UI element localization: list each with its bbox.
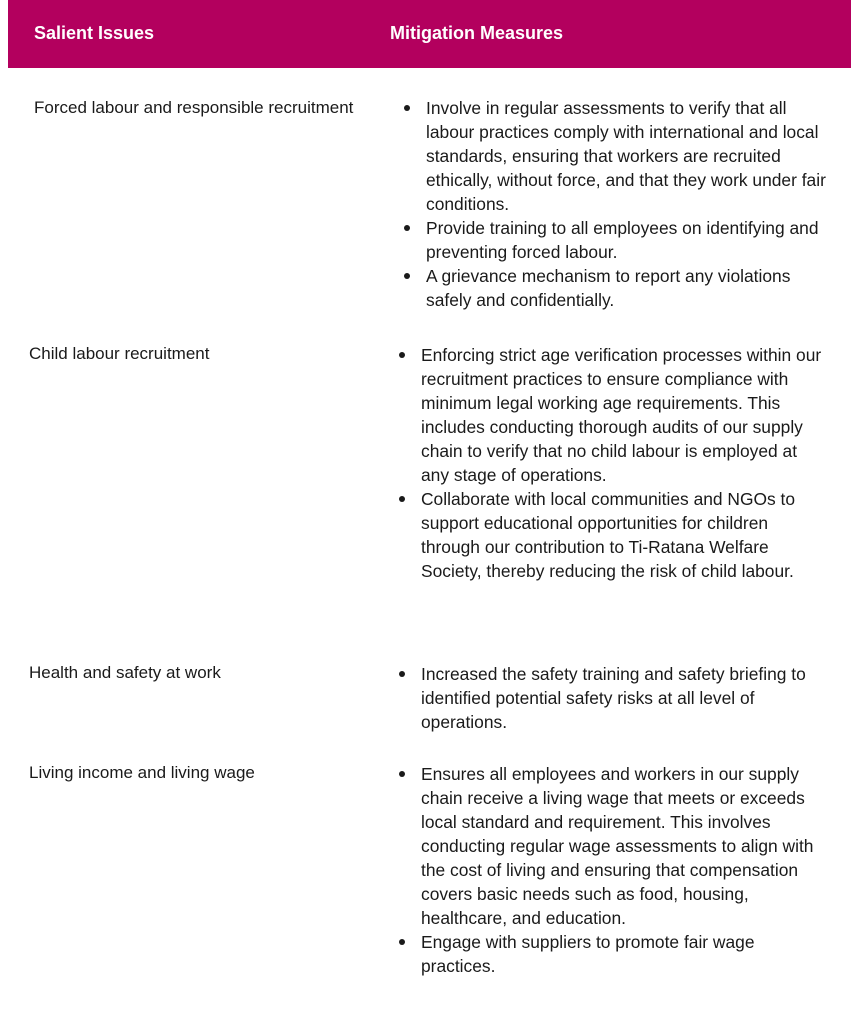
measure-text: A grievance mechanism to report any violations safely and confidentially. — [426, 266, 791, 310]
bullet-icon — [404, 225, 410, 231]
mitigation-list — [402, 96, 832, 312]
list-item — [397, 662, 827, 734]
mitigation-list — [397, 762, 827, 978]
bullet-icon — [399, 771, 405, 777]
mitigation-list — [397, 662, 827, 734]
bullet-icon — [399, 352, 405, 358]
salient-issue: Living income and living wage — [29, 763, 255, 782]
measure-text: Enforcing strict age verification processes within our recruitment practices to ensure compliance with minimum legal working age requirements. This includes conducting thorough audits of our supply chain to verify that no child labour is employed at any stage of operations. — [421, 345, 822, 485]
list-item — [402, 264, 832, 312]
list-item — [397, 762, 827, 930]
list-item — [397, 487, 827, 583]
table-header — [8, 0, 851, 68]
bullet-icon — [404, 105, 410, 111]
measure-text: Increased the safety training and safety briefing to identified potential safety risks at all level of operations. — [421, 664, 806, 732]
salient-issue: Child labour recruitment — [29, 344, 210, 363]
list-item — [402, 216, 832, 264]
list-item — [397, 343, 827, 487]
bullet-icon — [399, 671, 405, 677]
measure-text: Provide training to all employees on identifying and preventing forced labour. — [426, 218, 819, 262]
measure-text: Involve in regular assessments to verify that all labour practices comply with international and local standards, ensuring that workers are recruited ethically, without force, and that they work under fair conditions. — [426, 98, 826, 214]
measure-text: Engage with suppliers to promote fair wage practices. — [421, 932, 755, 976]
bullet-icon — [399, 939, 405, 945]
mitigation-list — [397, 343, 827, 583]
measure-text: Ensures all employees and workers in our supply chain receive a living wage that meets or exceeds local standard and requirement. This involves conducting regular wage assessments to align with the cost of living and ensuring that compensation covers basic needs such as food, housing, healthcare, and education. — [421, 764, 814, 928]
column-header-mitigation-measures: Mitigation Measures — [390, 23, 564, 43]
bullet-icon — [399, 496, 405, 502]
measure-text: Collaborate with local communities and NGOs to support educational opportunities for children through our contribution to Ti-Ratana Welfare Society, thereby reducing the risk of child labour. — [421, 489, 796, 581]
bullet-icon — [404, 273, 410, 279]
list-item — [402, 96, 832, 216]
salient-issue: Health and safety at work — [29, 663, 221, 682]
list-item — [397, 930, 827, 978]
column-header-salient-issues: Salient Issues — [34, 23, 155, 43]
salient-issue: Forced labour and responsible recruitment — [34, 98, 354, 117]
